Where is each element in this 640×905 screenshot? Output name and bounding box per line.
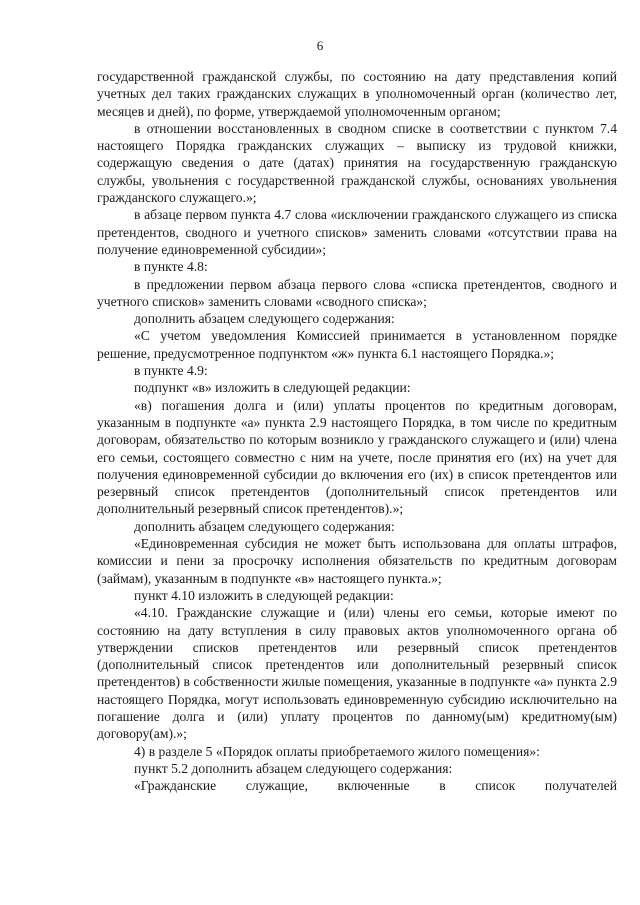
document-body [97, 68, 617, 794]
paragraph: в отношении восстановленных в сводном списке в соответствии с пунктом 7.4 настоящего Порядка гражданских служащих – выписку из трудовой книжки, содержащую сведения о дате (датах) принятия на государственную гражданскую службы, увольнения с государственной гражданской службы, основаниях увольнения гражданского служащего.»; [97, 120, 617, 206]
paragraph: «Единовременная субсидия не может быть использована для оплаты штрафов, комиссии и пени за просрочку исполнения обязательств по кредитным договорам (займам), указанным в подпункте «в» настоящего пункта.»; [97, 536, 617, 586]
paragraph: в пункте 4.9: [134, 363, 208, 379]
paragraph: в абзаце первом пункта 4.7 слова «исключении гражданского служащего из списка претендентов, сводного и учетного списков» заменить словами «отсутствии права на получение единовременной субсидии»; [97, 207, 617, 257]
paragraph: «4.10. Гражданские служащие и (или) члены его семьи, которые имеют по состоянию на дату вступления в силу правовых актов уполномоченного органа об утверждении списков претендентов или резервный список претендентов (дополнительный список претендентов или дополнительный резервный список претендентов) в собственности жилые помещения, указанные в подпункте «а» пункта 2.9 настоящего Порядка, могут использовать единовременную субсидию исключительно на погашение долга и (или) уплату процентов по данному(ым) кредитному(ым) договору(ам).»; [97, 605, 617, 742]
paragraph: «в) погашения долга и (или) уплаты процентов по кредитным договорам, указанным в подпункте «а» пункта 2.9 настоящего Порядка, в том числе по кредитным договорам, обязательство по которым возникло у гражданского служащего и (или) члена его семьи, состоящего совместно с ним на учете, после принятия его (их) на учет для получения единовременной субсидии до включения его (их) в список претендентов или резервный список претендентов (дополнительный список претендентов или дополнительный резервный список претендентов).»; [97, 397, 617, 517]
paragraph: пункт 5.2 дополнить абзацем следующего содержания: [134, 760, 453, 776]
page-number: 6 [316, 38, 324, 53]
paragraph: подпункт «в» изложить в следующей редакции: [134, 380, 411, 396]
paragraph: дополнить абзацем следующего содержания: [134, 311, 395, 327]
paragraph: в предложении первом абзаца первого слова «списка претендентов, сводного и учетного списков» заменить словами «сводного списка»; [97, 276, 617, 309]
paragraph: пункт 4.10 изложить в следующей редакции: [134, 587, 394, 603]
paragraph: в пункте 4.8: [134, 259, 208, 275]
paragraph: 4) в разделе 5 «Порядок оплаты приобретаемого жилого помещения»: [134, 743, 540, 759]
paragraph: дополнить абзацем следующего содержания: [134, 518, 395, 534]
paragraph: государственной гражданской службы, по состоянию на дату представления копий учетных дел таких гражданских служащих в уполномоченный орган (количество лет, месяцев и дней), по форме, утверждаемой уполномоченным органом; [97, 69, 617, 119]
paragraph: «Гражданские служащие, включенные в список получателей [134, 778, 617, 794]
paragraph: «С учетом уведомления Комиссией принимается в установленном порядке решение, предусмотренное подпунктом «ж» пункта 6.1 настоящего Порядка.»; [97, 328, 617, 361]
